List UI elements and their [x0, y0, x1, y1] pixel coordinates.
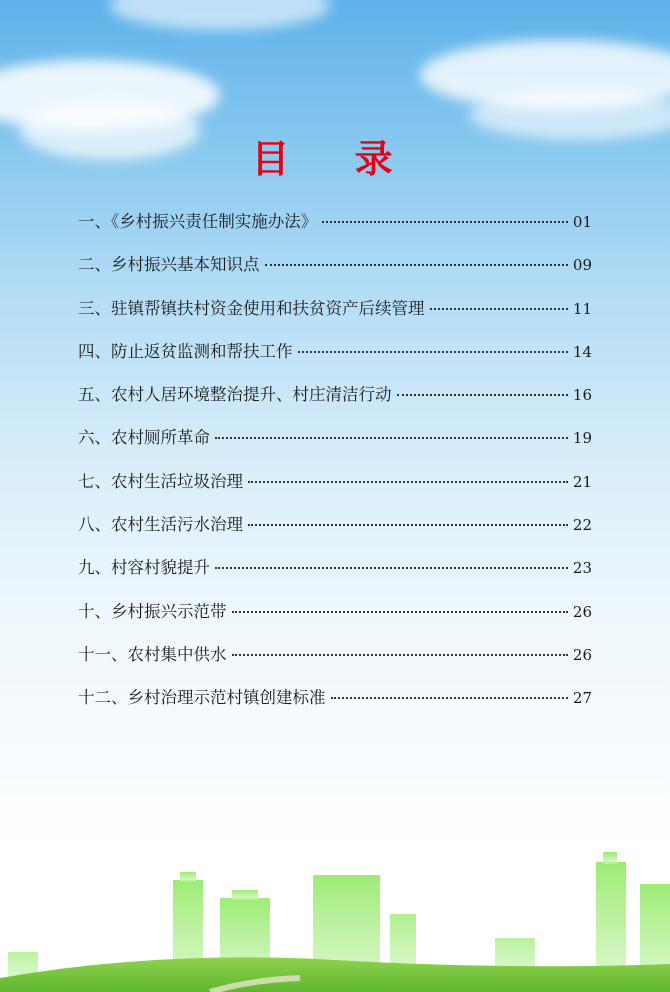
toc-entry-label: 十、乡村振兴示范带 — [78, 601, 227, 621]
toc-entry-label: 七、农村生活垃圾治理 — [78, 471, 243, 491]
dot-leader — [232, 611, 568, 613]
dot-leader — [331, 697, 568, 699]
toc-entry[interactable] — [78, 424, 592, 467]
toc-entry-page: 11 — [572, 299, 592, 318]
toc-entry[interactable] — [78, 554, 592, 597]
toc-entry-label: 十一、农村集中供水 — [78, 644, 227, 664]
dot-leader — [298, 351, 568, 353]
toc-entry[interactable] — [78, 511, 592, 554]
toc-entry-page: 21 — [572, 472, 592, 491]
dot-leader — [322, 221, 568, 223]
toc-entry-page: 16 — [572, 386, 592, 405]
dot-leader — [265, 264, 568, 266]
toc-entry-page: 19 — [572, 429, 592, 448]
dot-leader — [215, 437, 568, 439]
toc-entry-label: 一、《乡村振兴责任制实施办法》 — [78, 212, 318, 231]
toc-entry[interactable] — [78, 381, 592, 424]
toc-entry-page: 01 — [572, 213, 592, 231]
dot-leader — [248, 524, 568, 526]
dot-leader — [232, 654, 568, 656]
toc-entry[interactable] — [78, 598, 592, 641]
dot-leader — [215, 567, 568, 569]
toc-entry-page: 14 — [572, 342, 592, 361]
grass — [0, 957, 670, 992]
toc-entry-page: 27 — [572, 689, 592, 708]
toc-entry-label: 十二、乡村治理示范村镇创建标准 — [78, 688, 326, 708]
toc-entry-page: 22 — [572, 516, 592, 535]
toc-entry-label: 二、乡村振兴基本知识点 — [78, 255, 260, 275]
toc-entry[interactable] — [78, 468, 592, 511]
dot-leader — [397, 394, 568, 396]
table-of-contents — [78, 208, 592, 728]
toc-entry-page: 23 — [572, 559, 592, 578]
toc-entry[interactable] — [78, 338, 592, 381]
toc-entry-page: 26 — [572, 645, 592, 664]
dot-leader — [430, 308, 568, 310]
toc-entry-label: 四、防止返贫监测和帮扶工作 — [78, 341, 293, 361]
toc-entry[interactable] — [78, 251, 592, 294]
toc-entry-label: 五、农村人居环境整治提升、村庄清洁行动 — [78, 385, 392, 405]
toc-entry[interactable] — [78, 295, 592, 338]
toc-entry[interactable] — [78, 684, 592, 727]
page-title: 目 录 — [251, 136, 419, 181]
toc-entry-page: 26 — [572, 602, 592, 621]
toc-entry-label: 九、村容村貌提升 — [78, 558, 210, 578]
dot-leader — [248, 481, 568, 483]
cloud — [110, 0, 330, 30]
toc-entry-label: 六、农村厕所革命 — [78, 428, 210, 448]
toc-entry-label: 三、驻镇帮镇扶村资金使用和扶贫资产后续管理 — [78, 298, 425, 318]
toc-entry-page: 09 — [572, 256, 592, 275]
toc-entry[interactable] — [78, 208, 592, 251]
toc-entry-label: 八、农村生活污水治理 — [78, 515, 243, 535]
city-skyline-illustration — [0, 840, 670, 992]
toc-entry[interactable] — [78, 641, 592, 684]
